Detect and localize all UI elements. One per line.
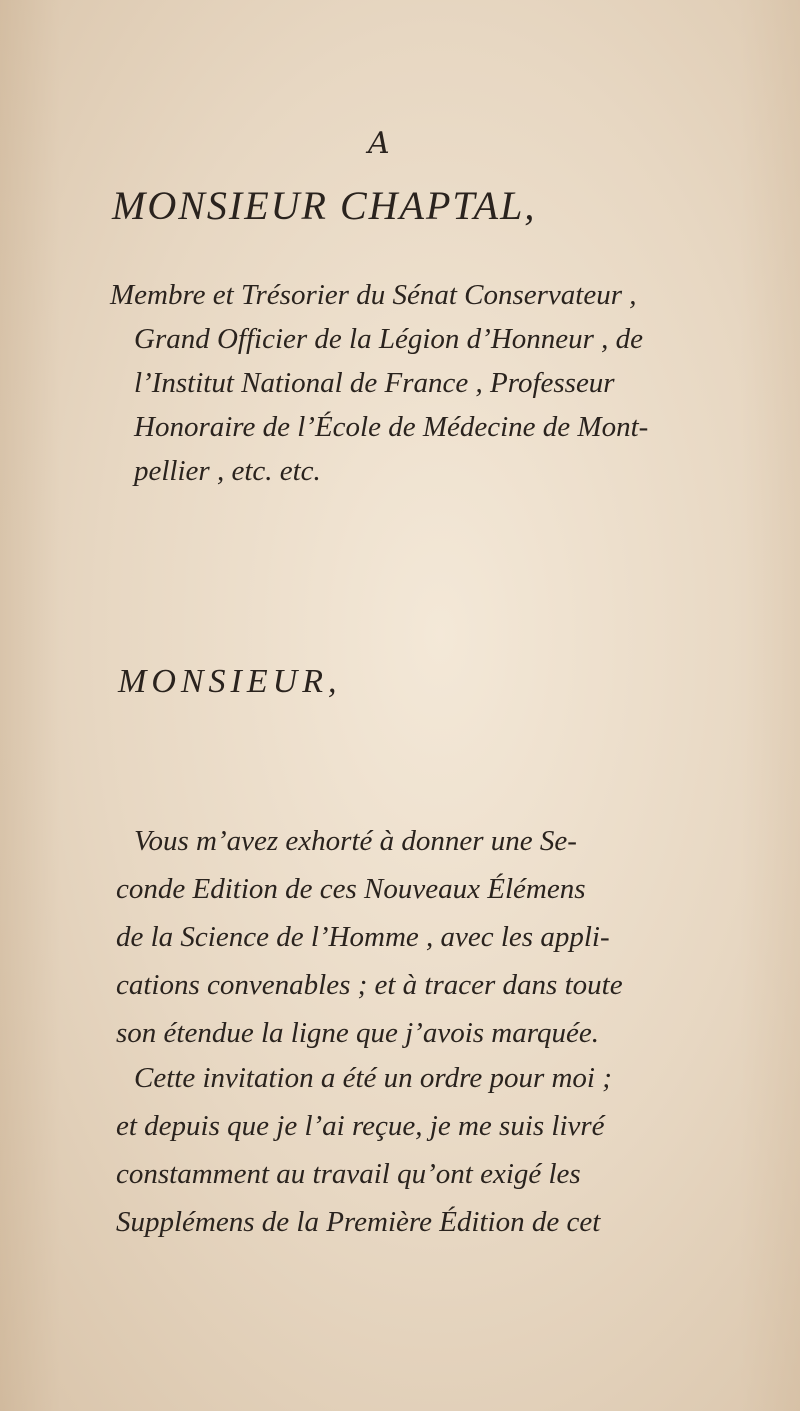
dedication-line: Honoraire de l’École de Médecine de Mont- [134, 411, 649, 443]
dedication-line: l’Institut National de France , Professeur [134, 367, 615, 399]
dedication-block [110, 273, 710, 493]
dedication-line: Grand Officier de la Légion d’Honneur , de [134, 323, 644, 355]
paragraph-line: de la Science de l’Homme , avec les appli- [116, 921, 610, 953]
salutation: MONSIEUR, [118, 663, 342, 700]
signature-mark: A [368, 126, 390, 161]
paragraph-line: conde Edition de ces Nouveaux Élémens [116, 873, 586, 905]
paragraph-line: cations convenables ; et à tracer dans toute [116, 969, 623, 1001]
paragraph-2 [116, 1054, 696, 1246]
paragraph-line: son étendue la ligne que j’avois marquée. [116, 1017, 599, 1049]
paragraph-line: Vous m’avez exhorté à donner une Se- [134, 825, 577, 857]
dedication-line: Membre et Trésorier du Sénat Conservateur , [110, 279, 637, 311]
paragraph-line: et depuis que je l’ai reçue, je me suis livré [116, 1110, 605, 1142]
page-title: MONSIEUR CHAPTAL, [112, 183, 537, 228]
dedication-line: pellier , etc. etc. [134, 455, 321, 487]
paragraph-line: constamment au travail qu’ont exigé les [116, 1158, 581, 1190]
paragraph-1 [116, 817, 696, 1057]
paragraph-line: Cette invitation a été un ordre pour moi ; [134, 1062, 612, 1094]
paragraph-line: Supplémens de la Première Édition de cet [116, 1206, 601, 1238]
